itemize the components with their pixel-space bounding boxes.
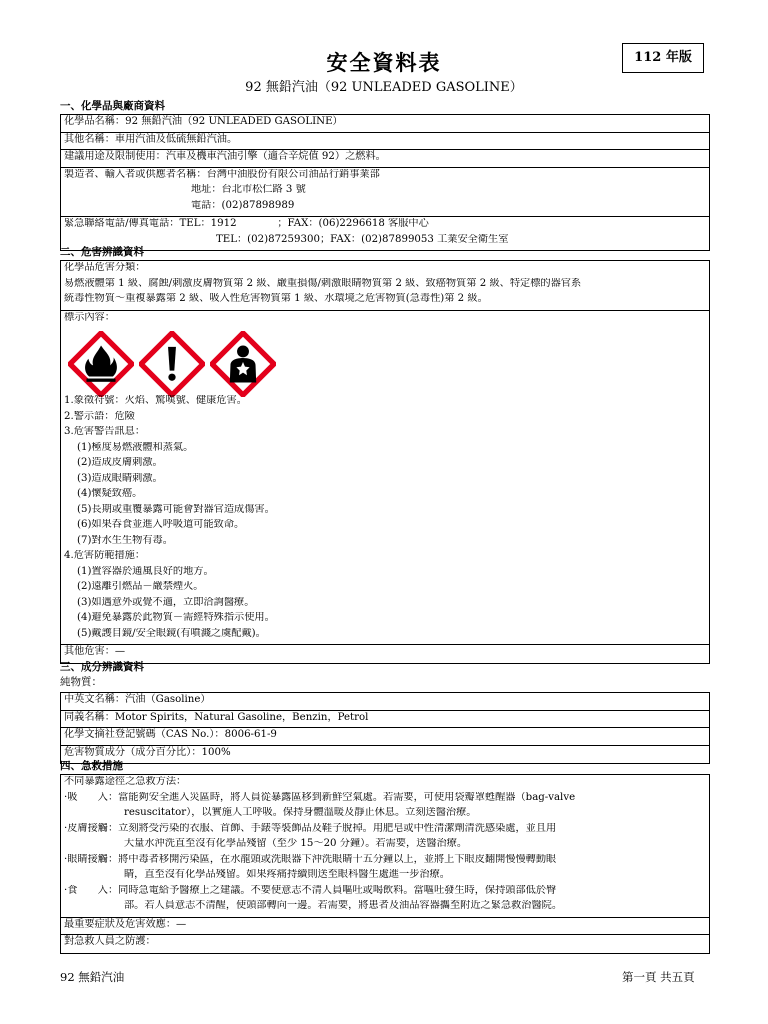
hazard-statement: (4)懷疑致癌。 (77, 488, 143, 499)
emergency-contact-2: TEL：(02)87259300；FAX：(02)87899053 工業安全衛生室 (216, 233, 509, 245)
supplier-name: 製造者、輸入者或供應者名稱：台灣中油股份有限公司油品行銷事業部 (64, 168, 380, 180)
precaution-item: (2)遠離引燃品－嚴禁煙火。 (77, 581, 204, 592)
classification-line-2: 統毒性物質～重複暴露第 2 級、吸入性危害物質第 1 級、水環境之危害物質(急毒性)第 2 級。 (64, 293, 488, 304)
section2-heading: 二、危害辨識資料 (60, 246, 144, 258)
document-subtitle: 92 無鉛汽油（92 UNLEADED GASOLINE） (245, 80, 523, 95)
other-hazards-row: 其他危害：— (64, 646, 126, 657)
precautions-label: 4.危害防範措施： (64, 550, 146, 561)
substance-label: 純物質： (60, 676, 102, 688)
hazard-statement: (3)造成眼睛刺激。 (77, 472, 163, 484)
section1-heading: 一、化學品與廠商資料 (60, 100, 165, 112)
ingestion-line-1: ·食 入：同時急電給予醫療上之建議。不要使意志不清人員嘔吐或喝飲料。當嘔吐發生時，保持頭部低於臀 (64, 884, 557, 896)
synonyms-row: 同義名稱：Motor Spirits，Natural Gasoline，Benzin，Petrol (61, 711, 709, 729)
section1-table (60, 114, 710, 251)
precaution-item: (5)戴護目鏡/安全眼鏡(有噴濺之虞配戴)。 (77, 627, 266, 639)
hazard-statement: (5)長期或重覆暴露可能會對器官造成傷害。 (77, 503, 275, 515)
skin-contact-line-1: ·皮膚接觸：立刻將受污染的衣服、首飾、手錶等裝飾品及鞋子脫掉。用肥皂或中性清潔劑清洗感染處，並且用 (64, 822, 557, 834)
document-title: 安全資料表 (326, 50, 442, 75)
product-name-row: 化學品名稱：92 無鉛汽油（92 UNLEADED GASOLINE） (61, 115, 709, 133)
health-hazard-pictogram-icon (210, 331, 276, 397)
precaution-item: (1)置容器於通風良好的地方。 (77, 565, 214, 577)
chemical-name-row: 中英文名稱：汽油（Gasoline） (61, 693, 709, 711)
hazard-statement: (7)對水生生物有毒。 (77, 534, 173, 546)
section4-table (60, 774, 710, 954)
eye-contact-line-1: ·眼睛接觸：將中毒者移開污染區，在水龍頭或洗眼器下沖洗眼睛十五分鐘以上，並將上下眼皮翻開慢慢轉動眼 (64, 853, 557, 865)
hazard-statement: (6)如果吞食並進入呼吸道可能致命。 (77, 519, 245, 530)
signal-word: 2.警示語：危險 (64, 410, 135, 422)
first-aid-row (61, 775, 709, 918)
classification-label: 化學品危害分類： (64, 262, 146, 273)
section4-heading: 四、急救措施 (60, 760, 123, 772)
emergency-contact-1: 緊急聯絡電話/傳真電話：TEL：1912 ；FAX：(06)2296618 客服中心 (64, 218, 429, 229)
responder-protection-row: 對急救人員之防護： (64, 936, 156, 947)
label-elements-row (61, 311, 709, 646)
symptoms-row: 最重要症狀及危害效應：— (61, 918, 709, 936)
supplier-phone: 電話：(02)87898989 (191, 199, 295, 211)
hazard-statement: (1)極度易燃液體和蒸氣。 (77, 441, 194, 453)
footer-page-number: 第一頁 共五頁 (622, 970, 695, 984)
precaution-item: (3)如遇意外或覺不適，立即洽詢醫療。 (77, 596, 255, 608)
classification-line-1: 易燃液體第 1 級、腐蝕/刺激皮膚物質第 2 級、嚴重損傷/刺激眼睛物質第 2 級、致癌物質第 2 級、特定標的器官系 (64, 277, 582, 289)
label-elements-label: 標示內容： (64, 311, 115, 323)
exclamation-pictogram-icon (139, 331, 205, 397)
routes-label: 不同暴露途徑之急救方法： (64, 776, 187, 787)
inhalation-line-1: ·吸 入：當能夠安全進入災區時，將人員從暴露區移到新鮮空氣處。若需要，可使用袋瓣罩甦醒器（bag-valve (64, 791, 576, 803)
eye-contact-line-2: 睛，直至沒有化學品殘留。如果疼痛持續則送至眼科醫生處進一步治療。 (124, 869, 450, 880)
ingestion-line-2: 部。若人員意志不清醒，使頭部轉向一邊。若需要，將患者及油品容器攜至附近之緊急救治醫院。 (124, 900, 563, 911)
section3-table (60, 692, 710, 764)
hazard-statements-label: 3.危害警告訊息： (64, 426, 146, 437)
footer-product-name: 92 無鉛汽油 (60, 970, 125, 984)
usage-row: 建議用途及限制使用：汽車及機車汽油引擎（適合辛烷值 92）之燃料。 (61, 150, 709, 168)
pictogram-group (64, 327, 706, 395)
other-names-row: 其他名稱：車用汽油及低硫無鉛汽油。 (61, 133, 709, 151)
cas-row: 化學文摘社登記號碼（CAS No.）：8006-61-9 (61, 728, 709, 746)
flame-pictogram-icon (68, 331, 134, 397)
classification-row (61, 261, 709, 311)
hazard-statement: (2)造成皮膚刺激。 (77, 457, 163, 468)
supplier-row (61, 168, 709, 218)
emergency-row (61, 217, 709, 250)
precaution-item: (4)避免暴露於此物質－需經特殊指示使用。 (77, 612, 275, 623)
symbols-text: 1.象徵符號：火焰、驚嘆號、健康危害。 (64, 395, 247, 406)
inhalation-line-2: resuscitator），以實施人工呼吸。保持身體溫暖及靜止休息。立刻送醫治療。 (124, 807, 477, 818)
section3-heading: 三、成分辨識資料 (60, 661, 144, 673)
skin-contact-line-2: 大量水沖洗直至沒有化學品殘留（至少 15～20 分鐘）。若需要，送醫治療。 (124, 838, 468, 849)
edition-badge: 112 年版 (622, 43, 704, 73)
percent-row: 危害物質成分（成分百分比）：100% (64, 746, 231, 758)
supplier-address: 地址：台北市松仁路 3 號 (191, 184, 306, 195)
section2-table (60, 260, 710, 664)
